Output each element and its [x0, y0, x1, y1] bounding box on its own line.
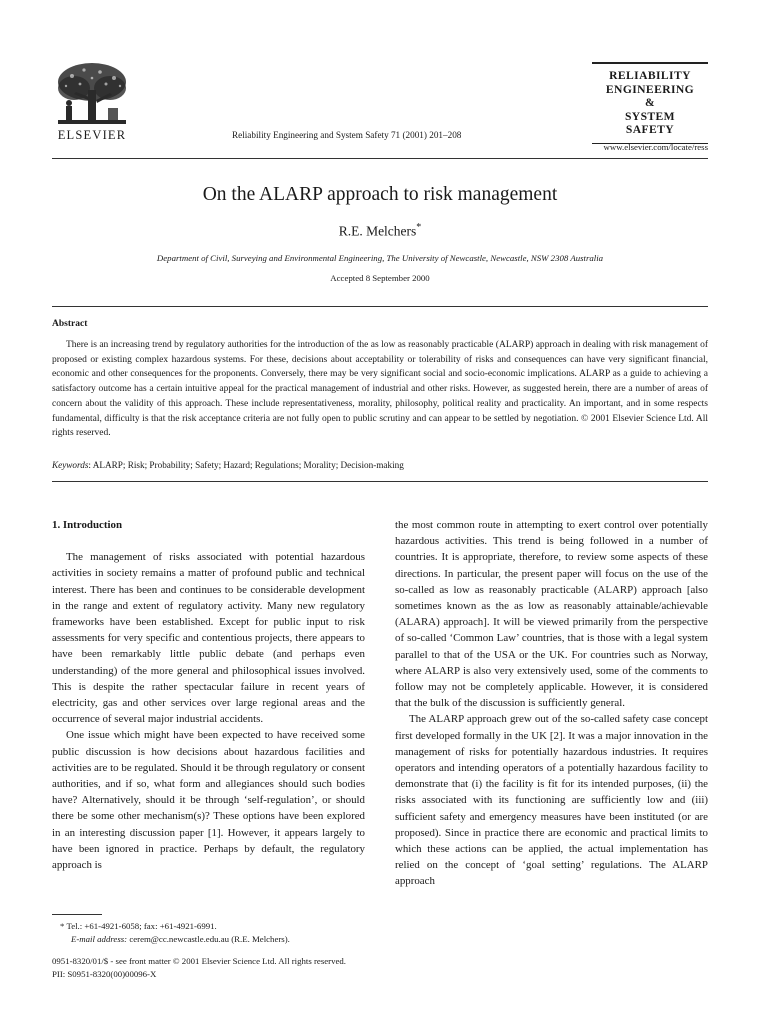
email-label: E-mail address: [71, 934, 128, 944]
article-title: On the ALARP approach to risk management [202, 184, 558, 205]
author-affiliation: Department of Civil, Surveying and Environmental Engineering, The University of Newcastle, Newcastle, NSW 2308 Australia [156, 253, 604, 263]
section-heading: 1. Introduction [52, 519, 122, 531]
keywords-list: : ALARP; Risk; Probability; Safety; Hazard; Regulations; Morality; Decision-making [88, 460, 404, 470]
author-email-link[interactable]: cerem@cc.newcastle.edu.au (R.E. Melchers). [127, 934, 290, 944]
abstract-bottom-divider [52, 481, 708, 482]
accepted-date: Accepted 8 September 2000 [330, 273, 430, 283]
body-paragraph: the most common route in attempting to exert control over potentially hazardous activities. This trend is being followed in a number of countries. It is appropriate, therefore, to review some aspects of these directions. In particular, the present paper will focus on the use of the so-called as low as reasonably practicable (ALARP) approach [also sometimes known as the as low as reasonably attainable/achievable (ALARA) approach]. It will be viewed primarily from the perspective of so-called ‘Common Law’ countries, that is those with a legal system parallel to that of the USA or the UK. For countries such as Norway, where ALARP is also very extensively used, some of the comments to follow may not be completely applicable. However, it is considered that the bulk of the discussion is sufficiently general. [395, 519, 708, 710]
body-paragraph: One issue which might have been expected to have received some public discussion is how decisions about hazardous facilities and activities are to be regulated. Should it be through regulatory or consent authorities, and if so, what form and allegiances should such bodies have? Alternatively, should it be through ‘self-regulation’, or should there be some other mechanism(s)? These options have been explored in an interesting discussion paper [1]. However, it appears largely to have been ignored in practice. Perhaps by default, the regulatory approach is [52, 729, 365, 872]
author-line [52, 222, 708, 240]
body-paragraph: The ALARP approach grew out of the so-called safety case concept first developed formally in the UK [2]. It was a major innovation in the management of risks for potentially hazardous industries. It requires operators and intending operators of a potentially hazardous facility to demonstrate that (i) the facility is fit for its intended purposes, (ii) the risks associated with its functioning are sufficiently low and (iii) sufficient safety and emergency measures have been instituted (or are proposed). Since in practice there are economic and practical limits to which these actions can be applied, the actual implementation has relied on the concept of ‘goal setting’ regulations. The ALARP approach [395, 713, 708, 888]
abstract-top-divider [52, 306, 708, 307]
abstract-heading: Abstract [52, 319, 88, 329]
header-divider [52, 158, 708, 159]
keywords-label: Keywords [52, 460, 89, 470]
author-footnote [60, 920, 360, 946]
body-paragraph: The management of risks associated with potential hazardous activities in society remains a matter of profound public and technical interest. There has been and continues to be considerable development in the range and extent of regulatory activity. Many new regulatory frameworks have been established. Except for public input to risk assessments for very specific and contentious projects, there appears to have been remarkably little public debate (and perhaps even understanding) of the more general and philosophical issues involved. This is despite the rather spectacular failure in recent years of electricity, gas and other services over large regional areas and the occurrence of several major industrial accidents. [52, 551, 365, 726]
journal-name-box [592, 62, 708, 144]
journal-url-link[interactable]: www.elsevier.com/locate/ress [603, 142, 708, 152]
body-column-left [52, 517, 365, 873]
publisher-name: ELSEVIER [57, 128, 127, 142]
keywords-line [52, 460, 708, 470]
pii-line: PII: S0951-8320(00)00096-X [52, 969, 157, 979]
journal-name: RELIABILITY ENGINEERING & SYSTEM SAFETY [605, 69, 695, 136]
abstract-text: There is an increasing trend by regulatory authorities for the introduction of the as low as reasonably practicable (ALARP) approach in dealing with risk management of proposed or existing complex hazardous systems. For these, decisions about acceptability or tolerability of risks and consequences can have very significant financial, economic and other consequences for the proponents. Conversely, there may be very significant social and socio-economic implications. ALARP as a guide to achieving a satisfactory outcome has a certain intuitive appeal for the practical management of industrial and other risks. However, as suggested herein, there are a number of areas of concern about the validity of this approach. These include representativeness, morality, philosophy, political reality and practicality. An important, and in some respects fundamental, difficulty is that the risk acceptance criteria are not fully open to public scrutiny and can appear to be settled by negotiation. © 2001 Elsevier Science Ltd. All rights reserved. [52, 340, 708, 439]
journal-citation: Reliability Engineering and System Safety 71 (2001) 201–208 [232, 130, 462, 140]
footnote-email-line [60, 933, 360, 946]
author-footnote-mark[interactable]: * [416, 222, 422, 233]
author-name: R.E. Melchers [338, 223, 417, 239]
body-column-right [395, 517, 708, 890]
footnote-contact: * Tel.: +61-4921-6058; fax: +61-4921-6991. [60, 921, 217, 931]
front-matter [52, 955, 346, 981]
copyright-line: 0951-8320/01/$ - see front matter © 2001 Elsevier Science Ltd. All rights reserved. [52, 956, 346, 966]
footnote-divider [52, 914, 102, 915]
